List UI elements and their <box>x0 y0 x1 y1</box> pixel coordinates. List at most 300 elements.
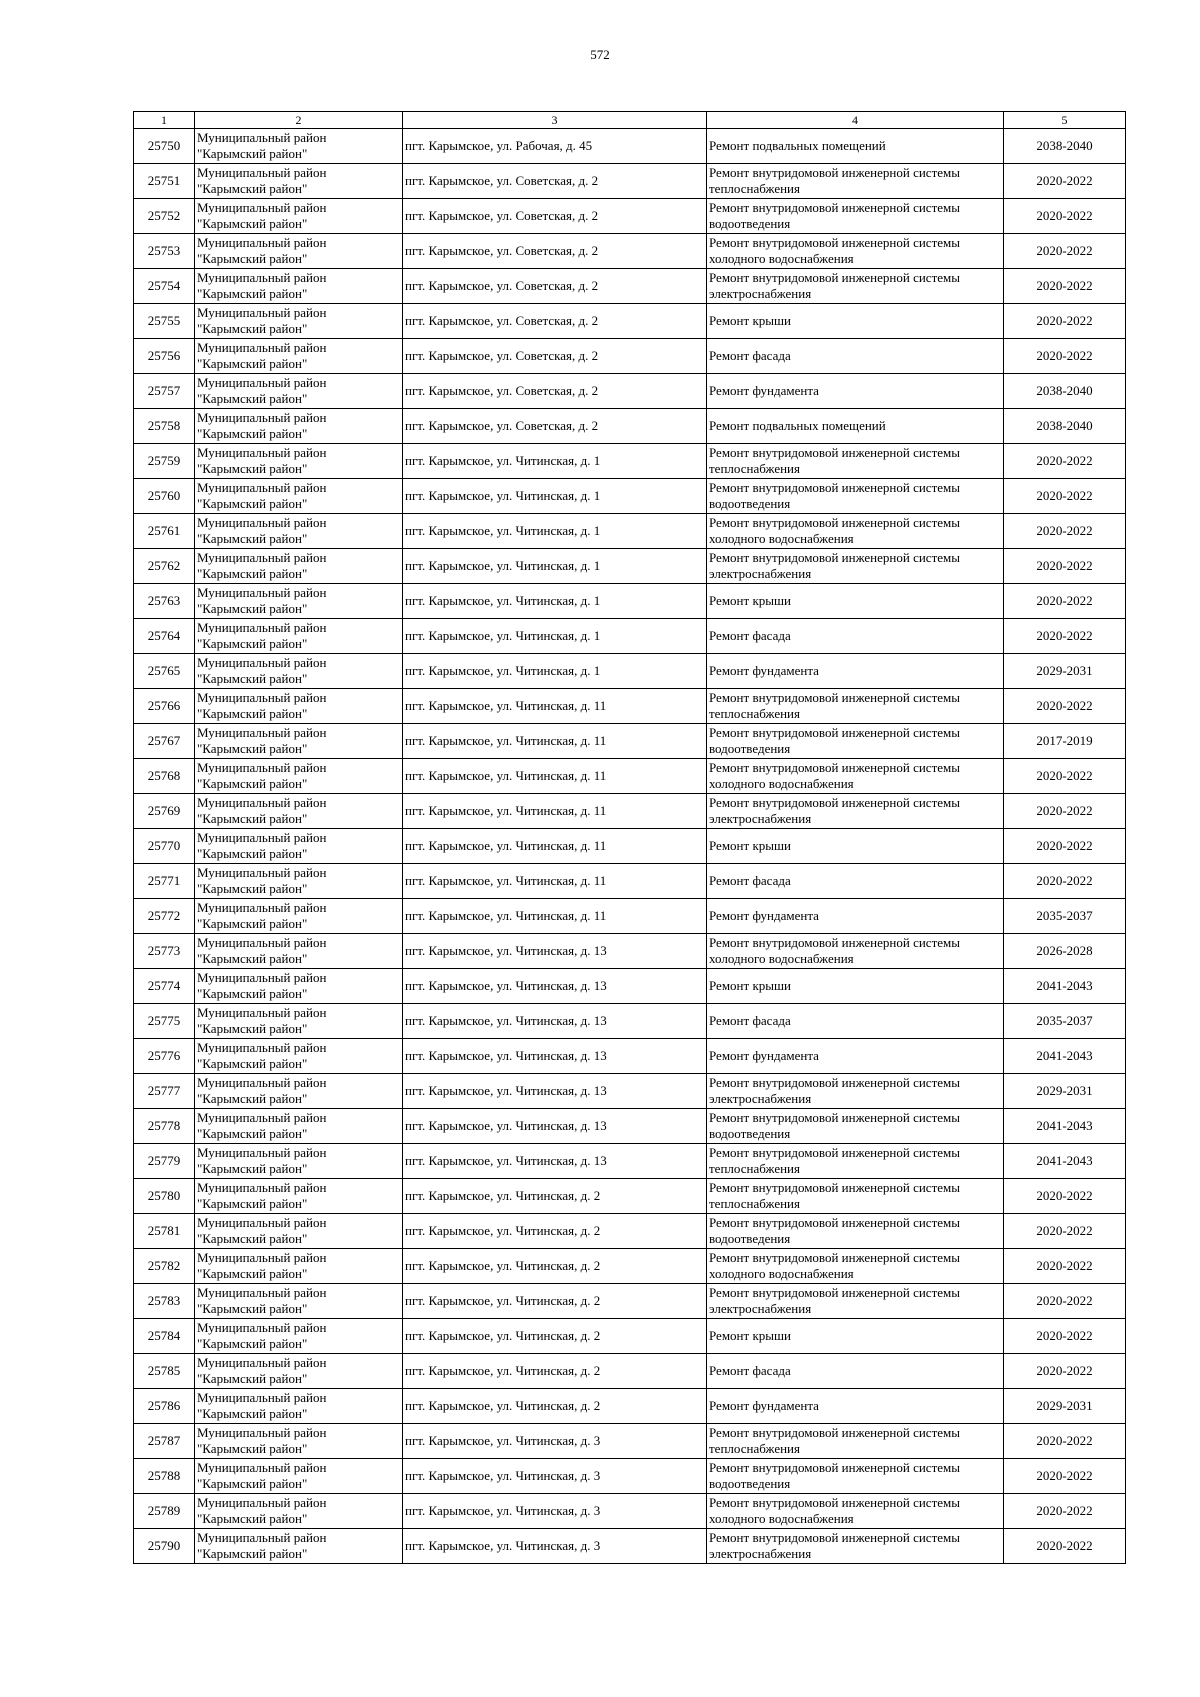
municipality-line: Муниципальный район <box>197 515 327 530</box>
work-type-cell <box>707 934 1004 969</box>
row-number-cell: 25771 <box>134 864 195 899</box>
work-type-line: Ремонт внутридомовой инженерной системы <box>709 1075 960 1090</box>
page-number: 572 <box>590 47 610 62</box>
address-cell: пгт. Карымское, ул. Читинская, д. 2 <box>403 1179 707 1214</box>
municipality-cell <box>195 759 403 794</box>
municipality-cell <box>195 794 403 829</box>
row-number-cell: 25781 <box>134 1214 195 1249</box>
municipality-cell <box>195 1319 403 1354</box>
table-row <box>134 1004 1126 1039</box>
municipality-line: Муниципальный район <box>197 585 327 600</box>
table-row <box>134 1424 1126 1459</box>
municipality-line: Муниципальный район <box>197 1460 327 1475</box>
municipality-line: Муниципальный район <box>197 1005 327 1020</box>
address-cell: пгт. Карымское, ул. Читинская, д. 13 <box>403 1109 707 1144</box>
period-cell: 2020-2022 <box>1004 619 1126 654</box>
municipality-line: Муниципальный район <box>197 1075 327 1090</box>
municipality-line: Муниципальный район <box>197 480 327 495</box>
row-number-cell: 25785 <box>134 1354 195 1389</box>
work-type-line: Ремонт внутридомовой инженерной системы <box>709 515 960 530</box>
work-type-line: Ремонт внутридомовой инженерной системы <box>709 1145 960 1160</box>
address-cell: пгт. Карымское, ул. Читинская, д. 1 <box>403 654 707 689</box>
municipality-line: "Карымский район" <box>197 776 308 791</box>
table-row <box>134 129 1126 164</box>
work-type-line: Ремонт внутридомовой инженерной системы <box>709 1110 960 1125</box>
address-cell: пгт. Карымское, ул. Советская, д. 2 <box>403 164 707 199</box>
municipality-cell <box>195 374 403 409</box>
table-row <box>134 724 1126 759</box>
work-type-line: Ремонт крыши <box>709 593 791 608</box>
work-type-line: Ремонт подвальных помещений <box>709 138 886 153</box>
row-number-cell: 25768 <box>134 759 195 794</box>
work-type-line: Ремонт фасада <box>709 628 791 643</box>
work-type-line: электроснабжения <box>709 566 812 581</box>
period-cell: 2020-2022 <box>1004 549 1126 584</box>
municipality-line: Муниципальный район <box>197 865 327 880</box>
address-cell: пгт. Карымское, ул. Читинская, д. 11 <box>403 829 707 864</box>
row-number-cell: 25774 <box>134 969 195 1004</box>
work-type-cell <box>707 1109 1004 1144</box>
work-type-line: Ремонт внутридомовой инженерной системы <box>709 1285 960 1300</box>
municipality-line: Муниципальный район <box>197 130 327 145</box>
table-row <box>134 934 1126 969</box>
work-type-line: Ремонт фасада <box>709 348 791 363</box>
table-row <box>134 479 1126 514</box>
row-number-cell: 25751 <box>134 164 195 199</box>
municipality-cell <box>195 164 403 199</box>
municipality-line: Муниципальный район <box>197 620 327 635</box>
municipality-cell <box>195 129 403 164</box>
row-number-cell: 25778 <box>134 1109 195 1144</box>
period-cell: 2020-2022 <box>1004 1284 1126 1319</box>
municipality-line: "Карымский район" <box>197 846 308 861</box>
period-cell: 2020-2022 <box>1004 1529 1126 1564</box>
period-cell: 2029-2031 <box>1004 1389 1126 1424</box>
row-number-cell: 25782 <box>134 1249 195 1284</box>
municipality-line: Муниципальный район <box>197 690 327 705</box>
work-type-cell <box>707 234 1004 269</box>
row-number-cell: 25775 <box>134 1004 195 1039</box>
municipality-line: "Карымский район" <box>197 531 308 546</box>
municipality-line: "Карымский район" <box>197 426 308 441</box>
work-type-line: Ремонт внутридомовой инженерной системы <box>709 550 960 565</box>
work-type-line: Ремонт внутридомовой инженерной системы <box>709 935 960 950</box>
municipality-cell <box>195 1249 403 1284</box>
table-row <box>134 1529 1126 1564</box>
municipality-cell <box>195 1039 403 1074</box>
municipality-cell <box>195 1144 403 1179</box>
row-number-cell: 25752 <box>134 199 195 234</box>
table-row <box>134 969 1126 1004</box>
municipality-cell <box>195 514 403 549</box>
address-cell: пгт. Карымское, ул. Советская, д. 2 <box>403 304 707 339</box>
municipality-line: "Карымский район" <box>197 1231 308 1246</box>
address-cell: пгт. Карымское, ул. Советская, д. 2 <box>403 409 707 444</box>
period-cell: 2020-2022 <box>1004 689 1126 724</box>
period-cell: 2020-2022 <box>1004 1179 1126 1214</box>
municipality-cell <box>195 1424 403 1459</box>
table-row <box>134 164 1126 199</box>
period-cell: 2020-2022 <box>1004 864 1126 899</box>
municipality-cell <box>195 1389 403 1424</box>
work-type-line: водоотведения <box>709 496 791 511</box>
row-number-cell: 25787 <box>134 1424 195 1459</box>
table-header <box>134 112 1126 129</box>
municipality-cell <box>195 724 403 759</box>
municipality-line: "Карымский район" <box>197 1371 308 1386</box>
table-row <box>134 1214 1126 1249</box>
municipality-line: Муниципальный район <box>197 900 327 915</box>
work-type-cell <box>707 1389 1004 1424</box>
address-cell: пгт. Карымское, ул. Читинская, д. 1 <box>403 549 707 584</box>
table-row <box>134 1284 1126 1319</box>
municipality-line: "Карымский район" <box>197 1196 308 1211</box>
table-row <box>134 514 1126 549</box>
row-number-cell: 25770 <box>134 829 195 864</box>
work-type-line: Ремонт фундамента <box>709 1048 819 1063</box>
work-type-line: Ремонт крыши <box>709 1328 791 1343</box>
work-type-line: теплоснабжения <box>709 706 800 721</box>
work-type-line: электроснабжения <box>709 286 812 301</box>
municipality-cell <box>195 1109 403 1144</box>
period-cell: 2029-2031 <box>1004 654 1126 689</box>
work-type-cell <box>707 549 1004 584</box>
municipality-line: Муниципальный район <box>197 1145 327 1160</box>
municipality-cell <box>195 269 403 304</box>
row-number-cell: 25789 <box>134 1494 195 1529</box>
work-type-cell <box>707 479 1004 514</box>
row-number-cell: 25784 <box>134 1319 195 1354</box>
municipality-line: "Карымский район" <box>197 1021 308 1036</box>
address-cell: пгт. Карымское, ул. Советская, д. 2 <box>403 234 707 269</box>
work-type-cell <box>707 619 1004 654</box>
municipality-cell <box>195 1529 403 1564</box>
period-cell: 2038-2040 <box>1004 409 1126 444</box>
work-type-cell <box>707 1459 1004 1494</box>
work-type-cell <box>707 1529 1004 1564</box>
municipality-cell <box>195 584 403 619</box>
period-cell: 2020-2022 <box>1004 234 1126 269</box>
address-cell: пгт. Карымское, ул. Советская, д. 2 <box>403 374 707 409</box>
period-cell: 2041-2043 <box>1004 1109 1126 1144</box>
period-cell: 2020-2022 <box>1004 269 1126 304</box>
table-row <box>134 864 1126 899</box>
table-row <box>134 1074 1126 1109</box>
municipality-line: "Карымский район" <box>197 1301 308 1316</box>
address-cell: пгт. Карымское, ул. Читинская, д. 2 <box>403 1284 707 1319</box>
municipality-line: "Карымский район" <box>197 916 308 931</box>
work-type-line: водоотведения <box>709 741 791 756</box>
municipality-line: Муниципальный район <box>197 375 327 390</box>
municipality-line: "Карымский район" <box>197 461 308 476</box>
table-row <box>134 829 1126 864</box>
work-type-cell <box>707 899 1004 934</box>
municipality-line: "Карымский район" <box>197 356 308 371</box>
table-row <box>134 1389 1126 1424</box>
address-cell: пгт. Карымское, ул. Читинская, д. 2 <box>403 1354 707 1389</box>
period-cell: 2020-2022 <box>1004 1249 1126 1284</box>
period-cell: 2026-2028 <box>1004 934 1126 969</box>
work-type-line: холодного водоснабжения <box>709 1266 854 1281</box>
work-type-line: Ремонт фундамента <box>709 663 819 678</box>
municipality-line: Муниципальный район <box>197 1355 327 1370</box>
period-cell: 2017-2019 <box>1004 724 1126 759</box>
table-row <box>134 584 1126 619</box>
work-type-cell <box>707 794 1004 829</box>
period-cell: 2020-2022 <box>1004 1319 1126 1354</box>
address-cell: пгт. Карымское, ул. Читинская, д. 3 <box>403 1529 707 1564</box>
municipality-line: "Карымский район" <box>197 1336 308 1351</box>
work-type-cell <box>707 1144 1004 1179</box>
work-type-line: теплоснабжения <box>709 1441 800 1456</box>
municipality-line: Муниципальный район <box>197 725 327 740</box>
row-number-cell: 25762 <box>134 549 195 584</box>
work-type-line: теплоснабжения <box>709 461 800 476</box>
work-type-line: электроснабжения <box>709 1301 812 1316</box>
table-row <box>134 1319 1126 1354</box>
address-cell: пгт. Карымское, ул. Читинская, д. 11 <box>403 794 707 829</box>
municipality-line: "Карымский район" <box>197 496 308 511</box>
work-type-line: Ремонт внутридомовой инженерной системы <box>709 165 960 180</box>
period-cell: 2041-2043 <box>1004 1039 1126 1074</box>
work-type-line: Ремонт внутридомовой инженерной системы <box>709 1530 960 1545</box>
municipality-cell <box>195 234 403 269</box>
work-type-line: водоотведения <box>709 216 791 231</box>
work-type-line: Ремонт внутридомовой инженерной системы <box>709 270 960 285</box>
municipality-line: "Карымский район" <box>197 1161 308 1176</box>
work-type-cell <box>707 1284 1004 1319</box>
work-type-cell <box>707 969 1004 1004</box>
table-row <box>134 339 1126 374</box>
address-cell: пгт. Карымское, ул. Читинская, д. 2 <box>403 1389 707 1424</box>
row-number-cell: 25780 <box>134 1179 195 1214</box>
work-type-line: Ремонт внутридомовой инженерной системы <box>709 1215 960 1230</box>
row-number-cell: 25754 <box>134 269 195 304</box>
work-type-line: Ремонт внутридомовой инженерной системы <box>709 200 960 215</box>
address-cell: пгт. Карымское, ул. Читинская, д. 3 <box>403 1459 707 1494</box>
municipality-line: "Карымский район" <box>197 881 308 896</box>
period-cell: 2020-2022 <box>1004 514 1126 549</box>
municipality-cell <box>195 899 403 934</box>
row-number-cell: 25773 <box>134 934 195 969</box>
period-cell: 2020-2022 <box>1004 584 1126 619</box>
work-type-line: холодного водоснабжения <box>709 776 854 791</box>
table-row <box>134 444 1126 479</box>
municipality-cell <box>195 1354 403 1389</box>
municipality-cell <box>195 479 403 514</box>
address-cell: пгт. Карымское, ул. Читинская, д. 11 <box>403 689 707 724</box>
municipality-line: "Карымский район" <box>197 286 308 301</box>
municipality-line: "Карымский район" <box>197 216 308 231</box>
municipality-line: "Карымский район" <box>197 1126 308 1141</box>
row-number-cell: 25757 <box>134 374 195 409</box>
municipality-line: Муниципальный район <box>197 1180 327 1195</box>
municipality-line: Муниципальный район <box>197 1530 327 1545</box>
work-type-line: холодного водоснабжения <box>709 951 854 966</box>
work-type-cell <box>707 724 1004 759</box>
table-row <box>134 304 1126 339</box>
work-type-line: Ремонт внутридомовой инженерной системы <box>709 1460 960 1475</box>
work-type-line: Ремонт внутридомовой инженерной системы <box>709 235 960 250</box>
municipality-cell <box>195 829 403 864</box>
table-row <box>134 269 1126 304</box>
row-number-cell: 25755 <box>134 304 195 339</box>
table-row <box>134 1459 1126 1494</box>
row-number-cell: 25767 <box>134 724 195 759</box>
row-number-cell: 25759 <box>134 444 195 479</box>
municipality-line: Муниципальный район <box>197 1040 327 1055</box>
column-header-1: 1 <box>134 112 195 129</box>
table-row <box>134 1354 1126 1389</box>
period-cell: 2020-2022 <box>1004 339 1126 374</box>
work-type-cell <box>707 1004 1004 1039</box>
municipality-line: "Карымский район" <box>197 706 308 721</box>
row-number-cell: 25790 <box>134 1529 195 1564</box>
work-type-line: Ремонт крыши <box>709 978 791 993</box>
municipality-cell <box>195 549 403 584</box>
table-row <box>134 234 1126 269</box>
municipality-line: "Карымский район" <box>197 671 308 686</box>
work-type-line: теплоснабжения <box>709 181 800 196</box>
work-type-cell <box>707 304 1004 339</box>
work-type-line: Ремонт крыши <box>709 838 791 853</box>
row-number-cell: 25764 <box>134 619 195 654</box>
period-cell: 2020-2022 <box>1004 304 1126 339</box>
work-type-line: водоотведения <box>709 1231 791 1246</box>
municipality-line: "Карымский район" <box>197 951 308 966</box>
work-type-cell <box>707 514 1004 549</box>
municipality-line: "Карымский район" <box>197 1546 308 1561</box>
municipality-cell <box>195 304 403 339</box>
row-number-cell: 25765 <box>134 654 195 689</box>
table-row <box>134 199 1126 234</box>
municipality-cell <box>195 969 403 1004</box>
municipality-line: "Карымский район" <box>197 251 308 266</box>
municipality-line: "Карымский район" <box>197 181 308 196</box>
work-type-cell <box>707 269 1004 304</box>
period-cell: 2038-2040 <box>1004 129 1126 164</box>
table-row <box>134 409 1126 444</box>
address-cell: пгт. Карымское, ул. Читинская, д. 3 <box>403 1494 707 1529</box>
work-type-line: Ремонт фундамента <box>709 908 819 923</box>
header-row <box>134 112 1126 129</box>
period-cell: 2029-2031 <box>1004 1074 1126 1109</box>
municipality-cell <box>195 339 403 374</box>
municipality-line: Муниципальный район <box>197 1215 327 1230</box>
municipality-cell <box>195 1179 403 1214</box>
work-type-line: Ремонт крыши <box>709 313 791 328</box>
row-number-cell: 25750 <box>134 129 195 164</box>
work-type-line: Ремонт фундамента <box>709 383 819 398</box>
work-type-cell <box>707 654 1004 689</box>
municipality-cell <box>195 444 403 479</box>
municipality-line: "Карымский район" <box>197 1511 308 1526</box>
table-row <box>134 619 1126 654</box>
address-cell: пгт. Карымское, ул. Рабочая, д. 45 <box>403 129 707 164</box>
row-number-cell: 25758 <box>134 409 195 444</box>
table-row <box>134 899 1126 934</box>
municipality-line: Муниципальный район <box>197 760 327 775</box>
municipality-cell <box>195 1074 403 1109</box>
work-type-cell <box>707 129 1004 164</box>
work-type-line: Ремонт внутридомовой инженерной системы <box>709 760 960 775</box>
row-number-cell: 25783 <box>134 1284 195 1319</box>
work-type-line: Ремонт фасада <box>709 1363 791 1378</box>
municipality-cell <box>195 1004 403 1039</box>
municipality-cell <box>195 1494 403 1529</box>
work-type-cell <box>707 1249 1004 1284</box>
work-type-line: водоотведения <box>709 1126 791 1141</box>
address-cell: пгт. Карымское, ул. Читинская, д. 11 <box>403 864 707 899</box>
address-cell: пгт. Карымское, ул. Читинская, д. 13 <box>403 1074 707 1109</box>
address-cell: пгт. Карымское, ул. Читинская, д. 11 <box>403 759 707 794</box>
work-type-cell <box>707 199 1004 234</box>
work-type-cell <box>707 409 1004 444</box>
municipality-line: "Карымский район" <box>197 811 308 826</box>
address-cell: пгт. Карымское, ул. Читинская, д. 1 <box>403 619 707 654</box>
municipality-line: Муниципальный район <box>197 1495 327 1510</box>
period-cell: 2020-2022 <box>1004 829 1126 864</box>
municipality-cell <box>195 864 403 899</box>
table-row <box>134 1249 1126 1284</box>
municipality-line: Муниципальный район <box>197 1250 327 1265</box>
period-cell: 2038-2040 <box>1004 374 1126 409</box>
address-cell: пгт. Карымское, ул. Читинская, д. 13 <box>403 1039 707 1074</box>
work-type-line: холодного водоснабжения <box>709 251 854 266</box>
work-type-line: электроснабжения <box>709 1546 812 1561</box>
municipality-line: Муниципальный район <box>197 970 327 985</box>
work-type-line: холодного водоснабжения <box>709 1511 854 1526</box>
row-number-cell: 25788 <box>134 1459 195 1494</box>
municipality-line: Муниципальный район <box>197 1285 327 1300</box>
municipality-line: "Карымский район" <box>197 986 308 1001</box>
row-number-cell: 25763 <box>134 584 195 619</box>
municipality-line: Муниципальный район <box>197 340 327 355</box>
work-type-line: теплоснабжения <box>709 1161 800 1176</box>
municipality-line: "Карымский район" <box>197 391 308 406</box>
municipality-line: "Карымский район" <box>197 636 308 651</box>
address-cell: пгт. Карымское, ул. Читинская, д. 2 <box>403 1214 707 1249</box>
row-number-cell: 25760 <box>134 479 195 514</box>
municipality-line: Муниципальный район <box>197 1110 327 1125</box>
municipality-line: Муниципальный район <box>197 200 327 215</box>
column-header-4: 4 <box>707 112 1004 129</box>
table-row <box>134 794 1126 829</box>
work-type-line: Ремонт внутридомовой инженерной системы <box>709 795 960 810</box>
municipality-line: "Карымский район" <box>197 566 308 581</box>
municipality-line: Муниципальный район <box>197 305 327 320</box>
table-row <box>134 1144 1126 1179</box>
row-number-cell: 25779 <box>134 1144 195 1179</box>
row-number-cell: 25766 <box>134 689 195 724</box>
address-cell: пгт. Карымское, ул. Читинская, д. 1 <box>403 514 707 549</box>
period-cell: 2020-2022 <box>1004 1424 1126 1459</box>
work-type-cell <box>707 829 1004 864</box>
period-cell: 2020-2022 <box>1004 1214 1126 1249</box>
table-body <box>134 129 1126 1564</box>
municipality-line: Муниципальный район <box>197 410 327 425</box>
municipality-line: "Карымский район" <box>197 321 308 336</box>
work-type-cell <box>707 1214 1004 1249</box>
work-type-line: электроснабжения <box>709 811 812 826</box>
municipality-line: "Карымский район" <box>197 741 308 756</box>
table-row <box>134 759 1126 794</box>
work-type-cell <box>707 164 1004 199</box>
work-type-cell <box>707 444 1004 479</box>
row-number-cell: 25753 <box>134 234 195 269</box>
work-type-line: Ремонт фасада <box>709 1013 791 1028</box>
work-type-line: Ремонт внутридомовой инженерной системы <box>709 690 960 705</box>
